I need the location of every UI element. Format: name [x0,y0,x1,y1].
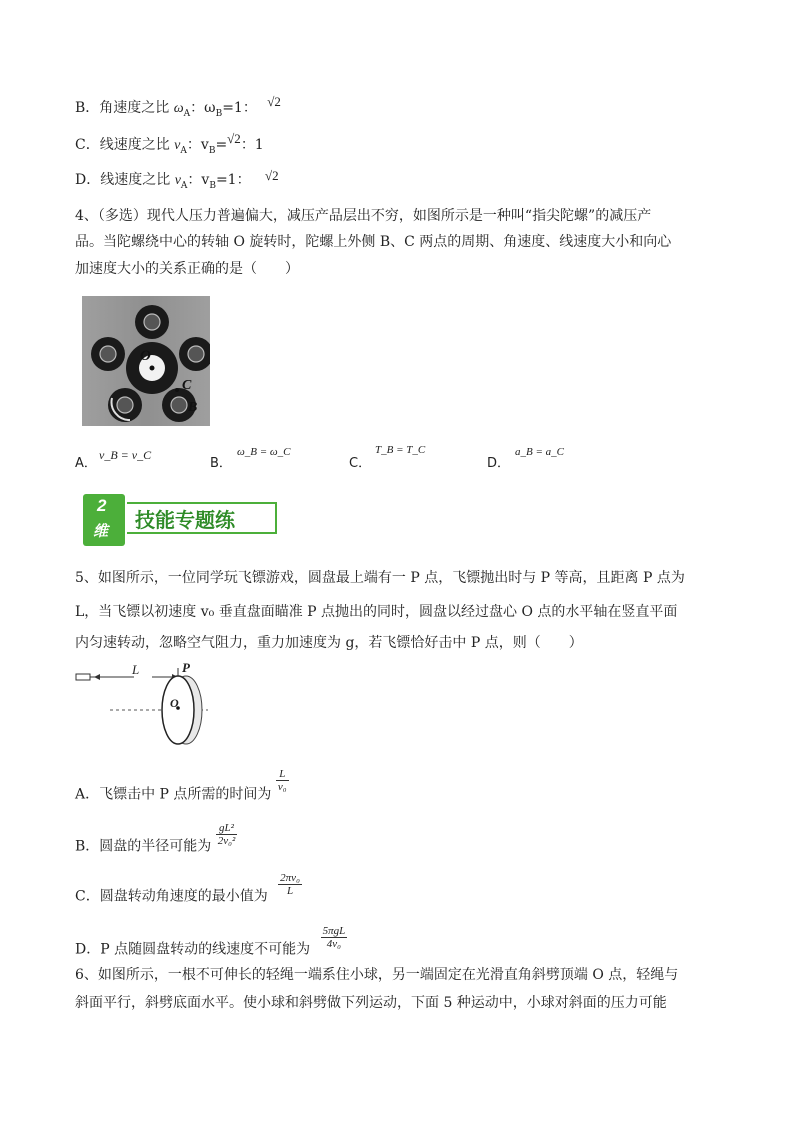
option-a-letter: A． [75,456,97,471]
numerator: L [276,768,289,781]
point-b-label: B [188,400,198,415]
subscript: A [180,145,187,156]
q5-line-2: L，当飞镖以初速度 v₀ 垂直盘面瞄准 P 点抛出的同时，圆盘以经过盘心 O 点的水平轴在竖直平面 [75,604,678,620]
option-label: B．角速度之比 [75,100,170,116]
dart-disc-figure [74,660,224,750]
point-o-label: O [140,348,151,364]
q5-option-b [75,822,237,859]
ratio-tail: ：1 [240,137,264,153]
subscript: A [183,108,191,119]
denominator: 2v₀² [217,835,236,847]
option-d-expr: a_B = a_C [515,446,564,458]
q4-line-2: 品。当陀螺绕中心的转轴 O 旋转时，陀螺上外侧 B、C 两点的周期、角速度、线速度大小和向心 [75,234,672,250]
sqrt-expr: √2 [267,94,281,109]
badge-char: 维 [93,523,109,540]
denominator: v₀ [277,781,287,793]
option-b-expr: ω_B = ω_C [237,446,291,458]
ratio-rhs: =1： [215,172,251,188]
option-label: D．线速度之比 [75,172,171,188]
numerator: 2πv₀ [280,872,300,884]
fraction [278,872,302,897]
option-a-expr: v_B = v_C [99,448,152,462]
q5-line-3: 内匀速转动，忽略空气阻力，重力加速度为 g，若飞镖恰好击中 P 点，则（ ） [75,635,583,651]
q3-option-b [75,94,281,124]
q4-line-1: 4、（多选）现代人压力普遍偏大，减压产品层出不穷，如图所示是一种叫“指尖陀螺”的减压产 [75,208,652,224]
point-c-label: C [182,378,192,393]
omega-symbol: ω [173,101,184,116]
option-text: A．飞镖击中 P 点所需的时间为 [75,786,272,803]
numerator: gL² [216,822,238,835]
sqrt-expr: √2 [265,168,279,183]
option-text: C．圆盘转动角速度的最小值为 [75,888,268,905]
option-text: D．P 点随圆盘转动的线速度不可能为 [75,941,311,958]
ratio-rhs: =1： [222,100,257,116]
option-text: B．圆盘的半径可能为 [75,838,212,855]
subscript: B [209,180,216,191]
section-title: 技能专题练 [135,508,235,532]
fidget-spinner-photo [82,296,210,426]
q5-line-1: 5、如图所示，一位同学玩飞镖游戏，圆盘最上端有一 P 点，飞镖抛出时与 P 等高，且距离 P 点为 [75,570,685,586]
dart-disc-diagram [74,660,224,750]
center-o-label: O [170,696,179,710]
point-c-dot [175,388,179,392]
option-c-letter: C． [349,456,372,471]
ratio-rhs: = [215,137,228,153]
q6-line-1: 6、如图所示，一根不可伸长的轻绳一端系住小球，另一端固定在光滑直角斜劈顶端 O 点，轻绳与 [75,967,679,983]
fraction [216,822,238,847]
q6-line-2: 斜面平行，斜劈底面水平。使小球和斜劈做下列运动，下面 5 种运动中，小球对斜面的压力可能 [75,995,667,1011]
subscript: A [180,180,188,191]
v-symbol: v [174,138,181,153]
option-c-expr: T_B = T_C [375,444,426,456]
badge-number: 2 [97,496,107,515]
fraction [321,925,348,950]
numerator: 5πgL [322,925,346,937]
q5-option-d [75,925,346,962]
denominator: 4v₀ [326,938,341,950]
q5-option-a [75,768,289,807]
q4-line-3: 加速度大小的关系正确的是（ ） [75,261,299,277]
distance-l-label: L [132,662,140,677]
q5-option-c [75,872,300,909]
ratio-sep: ：ω [190,100,216,116]
option-d-letter: D． [487,456,511,471]
q3-option-c [75,131,264,161]
point-p-label: P [182,660,190,675]
denominator: L [286,885,294,897]
option-label: C．线速度之比 [75,137,170,153]
subscript: B [215,108,223,119]
subscript: B [208,145,216,156]
ratio-sep: ：v [186,137,209,153]
sqrt-expr: √2 [227,131,241,146]
q3-option-d [75,168,279,196]
fraction [276,768,289,793]
option-b-letter: B． [210,456,232,471]
v-symbol: v [174,173,181,188]
section-header [83,494,279,546]
ratio-sep: ：v [187,172,210,188]
